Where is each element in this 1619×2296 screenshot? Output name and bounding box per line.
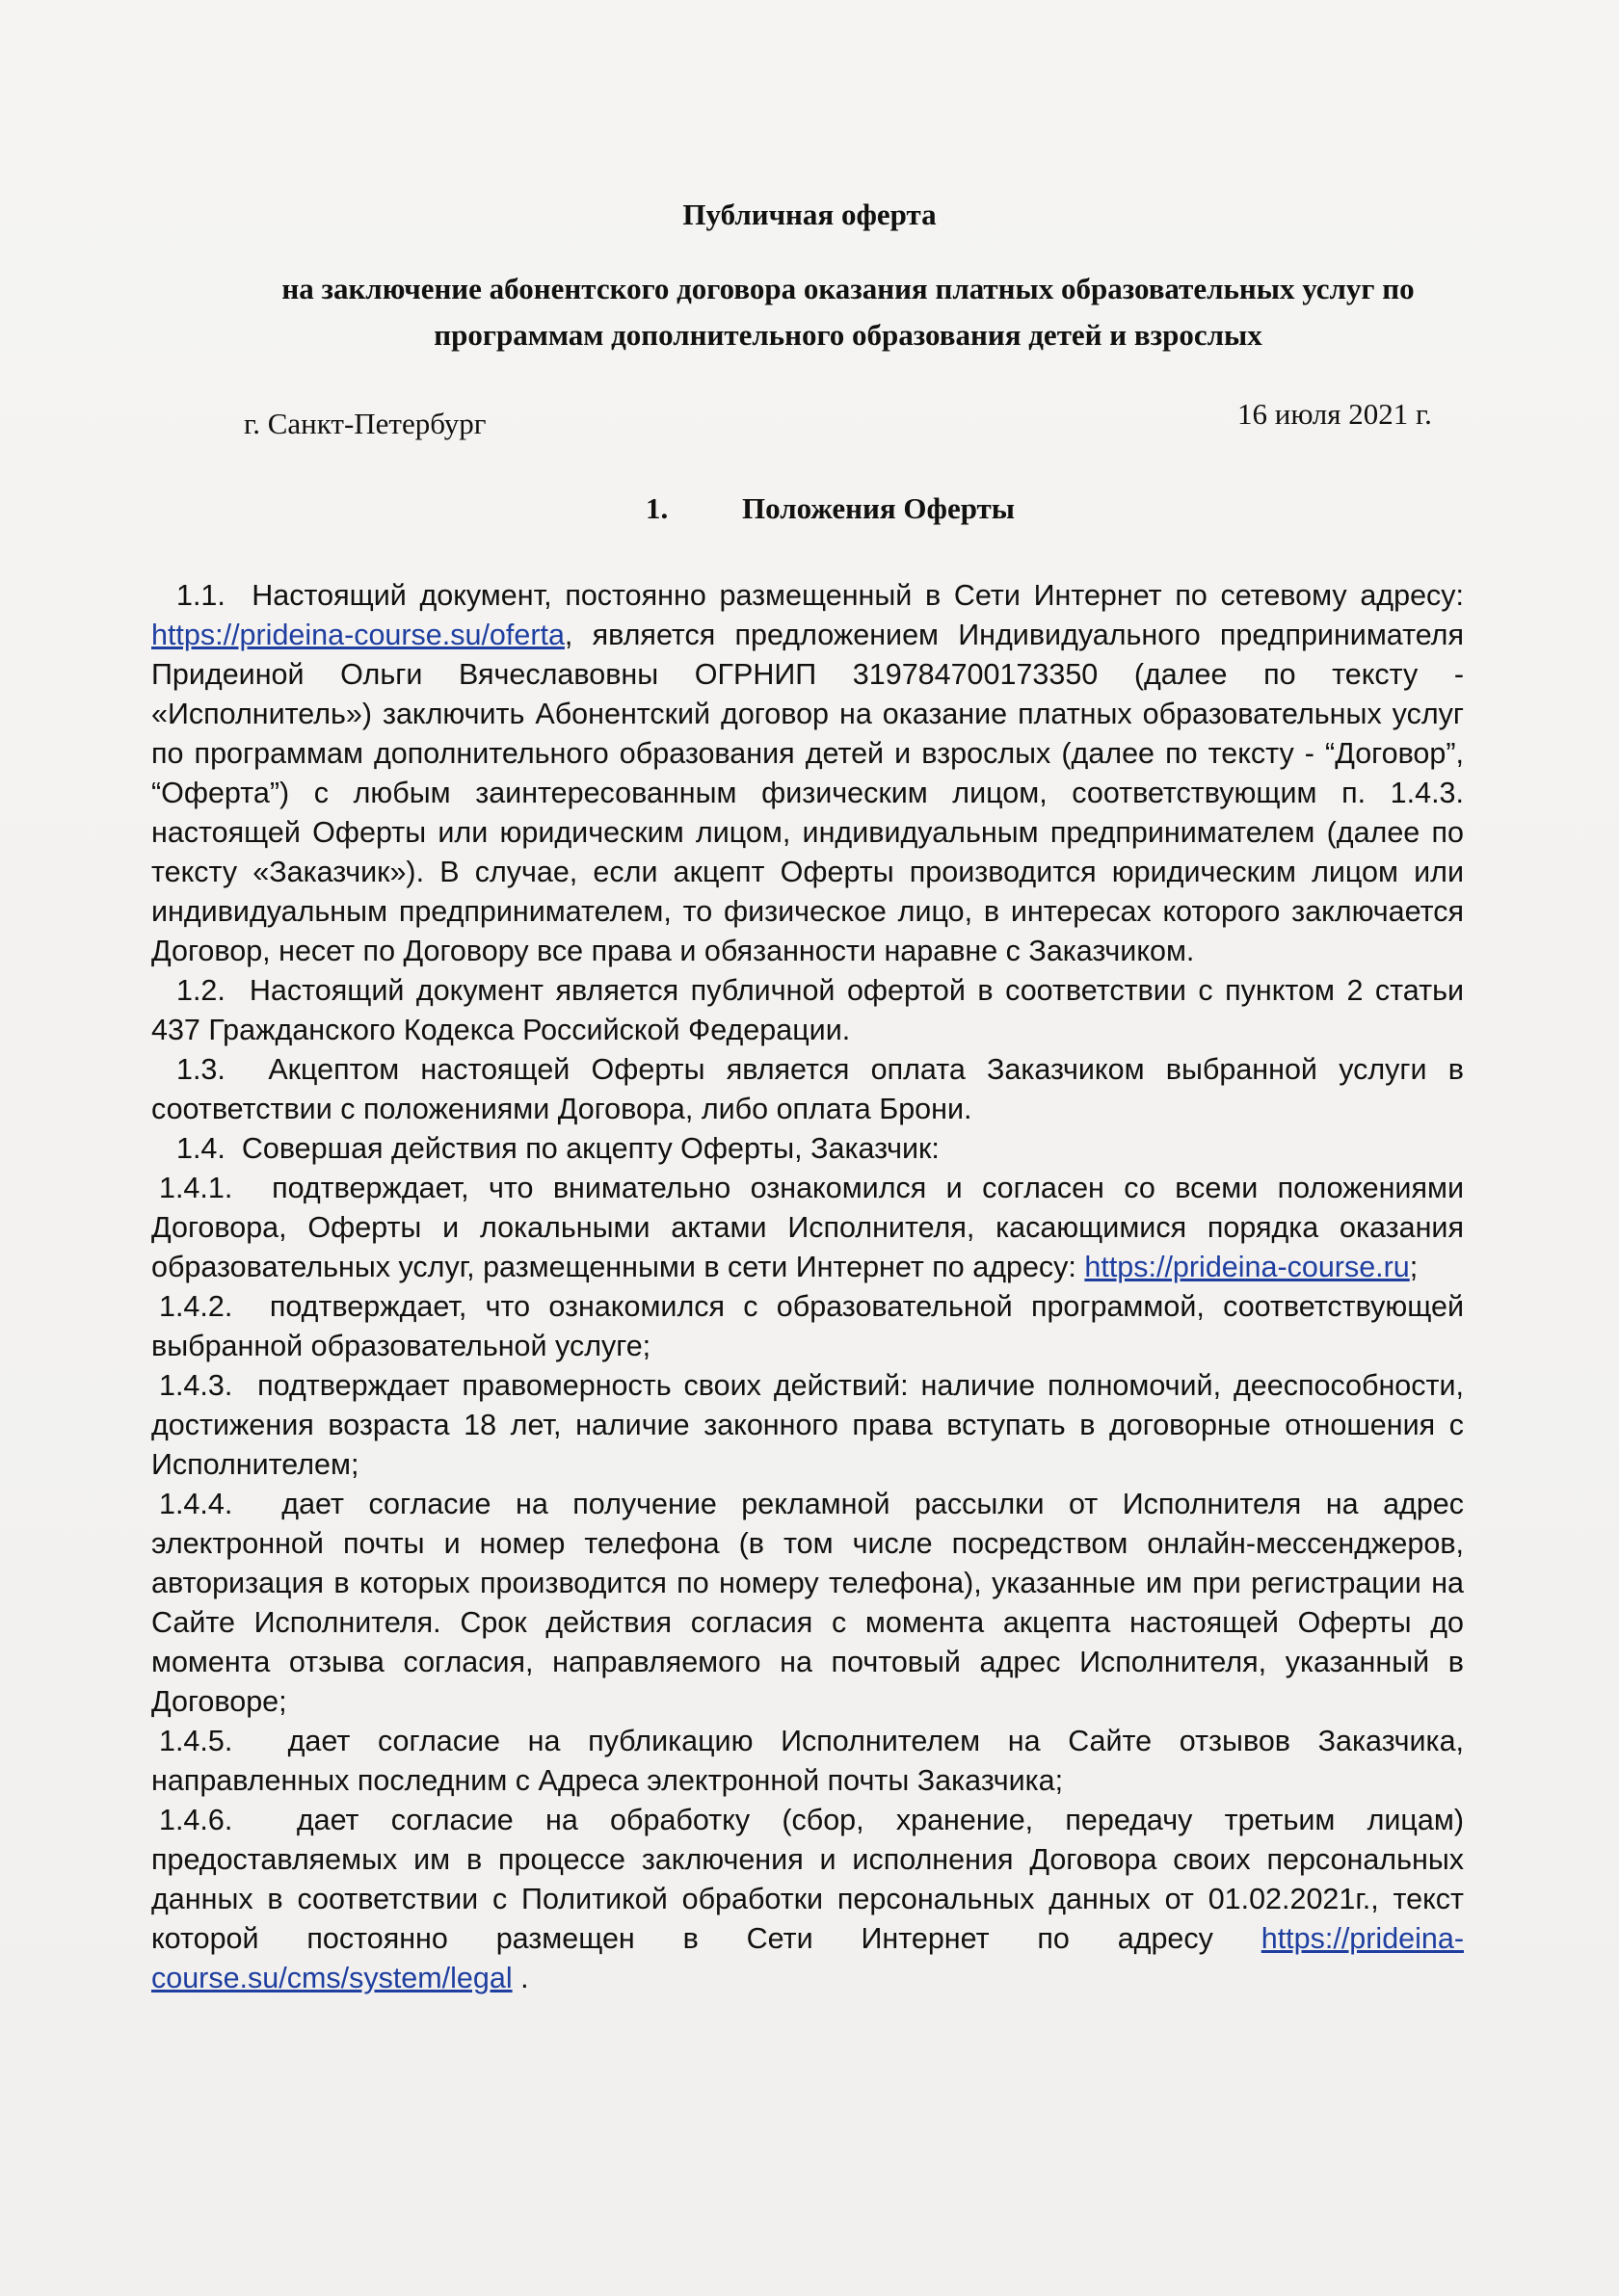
site-link[interactable]: https://prideina-course.ru bbox=[1084, 1251, 1410, 1283]
paragraph-text: , является предложением Индивидуального предпринимателя Придеиной Ольги Вячеславовны ОГРНИП 319784700173350 (далее по тексту - «Исполнитель») заключить Абонентский договор на оказание платных образовательных услуг по программам дополнительного образования детей и взрослых (далее по тексту - “Договор”, “Оферта”) с любым заинтересованным физическим лицом, соответствующим п. 1.4.3. настоящей Оферты или юридическим лицом, индивидуальным предпринимателем (далее по тексту «Заказчик»). В случае, если акцепт Оферты производится юридическим лицом или индивидуальным предпринимателем, то физическое лицо, в интересах которого заключается Договор, несет по Договору все права и обязанности наравне с Заказчиком. bbox=[151, 619, 1464, 967]
paragraph-number: 1.2. bbox=[176, 974, 226, 1007]
privacy-policy-link[interactable]: https://prideina-course.su/cms/system/legal bbox=[151, 1922, 1464, 1994]
document-city: г. Санкт-Петербург bbox=[244, 407, 487, 440]
paragraph-1-4 bbox=[151, 1129, 1464, 1169]
paragraph-1-4-1 bbox=[151, 1169, 1464, 1287]
document-subtitle: на заключение абонентского договора оказания платных образовательных услуг по программам дополнительного образования детей и взрослых bbox=[281, 272, 1415, 352]
paragraph-number: 1.4.1. bbox=[159, 1172, 233, 1204]
paragraph-text: дает согласие на обработку (сбор, хранение, передачу третьим лицам) предоставляемых им в процессе заключения и исполнения Договора своих персональных данных в соответствии с Политикой обработки персональных данных от 01.02.2021г., текст которой постоянно размещен в Сети Интернет по адресу bbox=[151, 1804, 1464, 1955]
paragraph-number: 1.4.4. bbox=[159, 1488, 233, 1520]
paragraph-text: . bbox=[512, 1962, 529, 1994]
document-body bbox=[151, 576, 1464, 1998]
paragraph-text: Настоящий документ является публичной офертой в соответствии с пунктом 2 статьи 437 Гражданского Кодекса Российской Федерации. bbox=[151, 974, 1464, 1046]
document-title: Публичная оферта bbox=[682, 198, 937, 231]
paragraph-1-4-2 bbox=[151, 1287, 1464, 1366]
paragraph-text: подтверждает, что внимательно ознакомился и согласен со всеми положениями Договора, Оферты и локальными актами Исполнителя, касающимися порядка оказания образовательных услуг, размещенными в сети Интернет по адресу: bbox=[151, 1172, 1464, 1283]
paragraph-number: 1.3. bbox=[176, 1053, 226, 1086]
paragraph-text: Акцептом настоящей Оферты является оплата Заказчиком выбранной услуги в соответствии с положениями Договора, либо оплата Брони. bbox=[151, 1053, 1464, 1125]
paragraph-number: 1.1. bbox=[176, 579, 226, 612]
paragraph-1-4-6 bbox=[151, 1801, 1464, 1998]
paragraph-1-4-5 bbox=[151, 1722, 1464, 1801]
section-number: 1. bbox=[646, 491, 669, 525]
paragraph-text: Совершая действия по акцепту Оферты, Заказчик: bbox=[241, 1132, 940, 1165]
paragraph-number: 1.4.6. bbox=[159, 1804, 233, 1836]
oferta-link[interactable]: https://prideina-course.su/oferta bbox=[151, 619, 565, 651]
paragraph-text: Настоящий документ, постоянно размещенный в Сети Интернет по сетевому адресу: bbox=[252, 579, 1465, 612]
paragraph-text: ; bbox=[1409, 1251, 1419, 1283]
paragraph-number: 1.4.3. bbox=[159, 1369, 233, 1402]
paragraph-text: подтверждает правомерность своих действий: наличие полномочий, дееспособности, достижения возраста 18 лет, наличие законного права вступать в договорные отношения с Исполнителем; bbox=[151, 1369, 1465, 1481]
paragraph-number: 1.4.5. bbox=[159, 1725, 233, 1757]
paragraph-text: дает согласие на получение рекламной рассылки от Исполнителя на адрес электронной почты и номер телефона (в том числе посредством онлайн-мессенджеров, авторизация в которых производится по номеру телефона), указанные им при регистрации на Сайте Исполнителя. Срок действия согласия с момента акцепта настоящей Оферты до момента отзыва согласия, направляемого на почтовый адрес Исполнителя, указанный в Договоре; bbox=[151, 1488, 1465, 1718]
paragraph-1-4-3 bbox=[151, 1366, 1464, 1485]
paragraph-text: дает согласие на публикацию Исполнителем на Сайте отзывов Заказчика, направленных последним с Адреса электронной почты Заказчика; bbox=[151, 1725, 1465, 1797]
paragraph-1-4-4 bbox=[151, 1485, 1464, 1722]
paragraph-number: 1.4.2. bbox=[159, 1290, 233, 1323]
section-title: Положения Оферты bbox=[742, 491, 1015, 525]
paragraph-number: 1.4. bbox=[176, 1132, 226, 1165]
paragraph-1-1 bbox=[151, 576, 1464, 971]
paragraph-1-2 bbox=[151, 971, 1464, 1050]
paragraph-text: подтверждает, что ознакомился с образовательной программой, соответствующей выбранной образовательной услуге; bbox=[151, 1290, 1464, 1362]
document-date: 16 июля 2021 г. bbox=[1237, 397, 1432, 431]
paragraph-1-3 bbox=[151, 1050, 1464, 1129]
